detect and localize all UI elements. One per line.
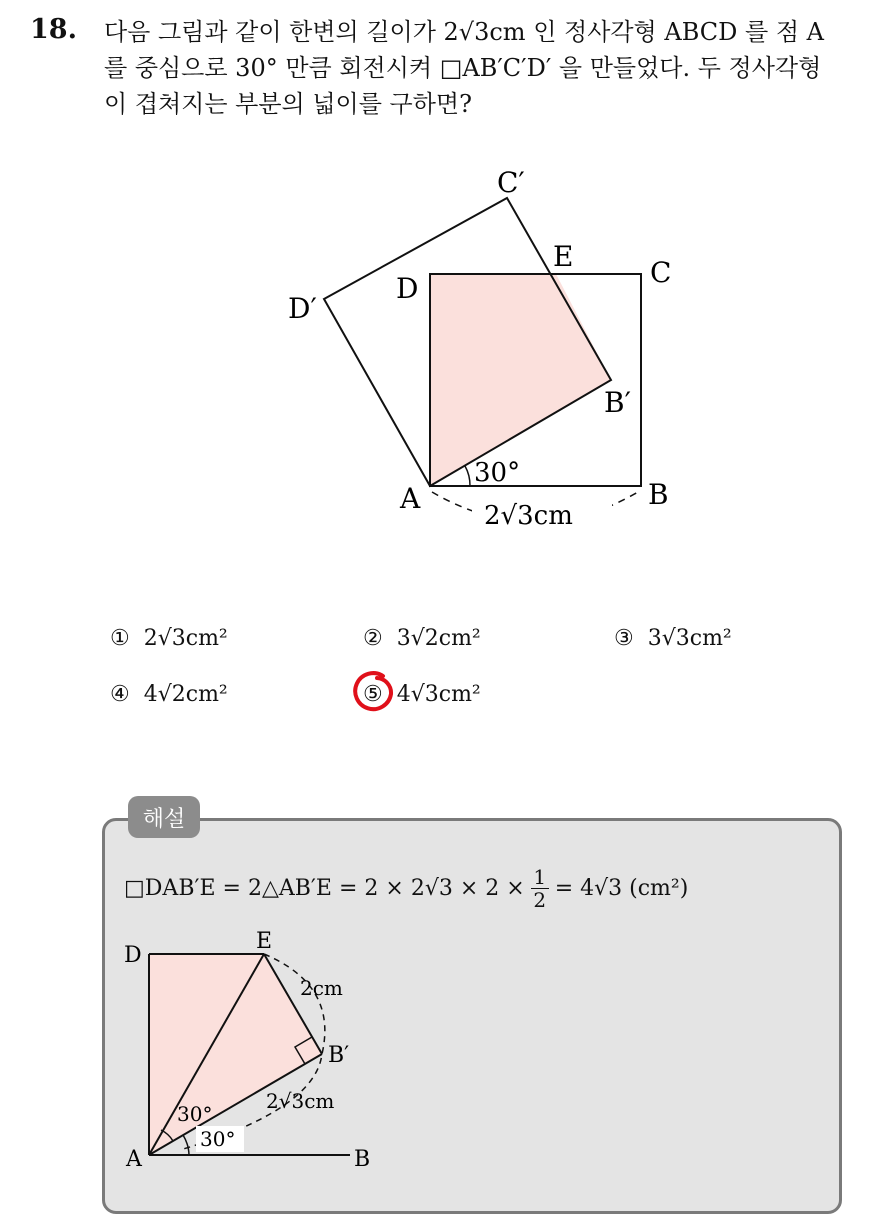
choice-number: ④ [110, 682, 130, 707]
label-b: B [648, 478, 669, 511]
choice-2[interactable] [363, 626, 481, 651]
choice-4[interactable] [110, 682, 228, 707]
sol-eb-length: 2cm [300, 976, 343, 1000]
angle-label: 30° [474, 458, 521, 488]
label-c-prime: C′ [497, 166, 525, 199]
choice-text: 4√3cm² [396, 682, 481, 707]
label-e: E [553, 240, 574, 273]
label-d-prime: D′ [288, 292, 317, 325]
sol-label-a: A [126, 1147, 142, 1172]
choice-3[interactable] [614, 626, 732, 651]
fraction [531, 866, 549, 911]
choice-text: 4√2cm² [143, 682, 228, 707]
sol-label-e: E [256, 929, 273, 954]
label-a: A [400, 482, 421, 515]
rotated-squares-figure [0, 0, 884, 560]
sol-angle-upper: 30° [177, 1102, 213, 1126]
side-length-label: 2√3cm [484, 501, 573, 531]
question-line: 를 중심으로 30° 만큼 회전시켜 □AB′C′D′ 을 만들었다. 두 정사각형 [104, 54, 822, 82]
sol-label-b-prime: B′ [328, 1043, 350, 1068]
answer-circle-mark [353, 670, 397, 714]
choice-text: 2√3cm² [143, 626, 228, 651]
sol-ab-length: 2√3cm [266, 1089, 335, 1113]
formula-left: □DAB′E = 2△AB′E = 2 × 2√3 × 2 × [124, 876, 525, 901]
solution-figure [0, 920, 884, 1200]
solution-shaded-region [149, 954, 322, 1155]
angle-arc [465, 466, 470, 486]
solution-tab: 해설 [128, 796, 200, 838]
sol-label-b: B [354, 1147, 371, 1172]
label-d: D [396, 272, 419, 305]
choice-number: ② [363, 626, 383, 651]
choice-number: ⑤ [363, 682, 383, 707]
label-b-prime: B′ [604, 386, 631, 419]
question-number: 18. [30, 14, 77, 45]
question-line: 다음 그림과 같이 한변의 길이가 2√3cm 인 정사각형 ABCD 를 점 A [104, 18, 824, 46]
choice-number: ① [110, 626, 130, 651]
question-line: 이 겹쳐지는 부분의 넓이를 구하면? [104, 90, 472, 118]
choice-text: 3√2cm² [396, 626, 481, 651]
fraction-denominator: 2 [533, 888, 547, 912]
choice-number: ③ [614, 626, 634, 651]
angle-arc-lower [183, 1135, 189, 1155]
choice-1[interactable] [110, 626, 228, 651]
choice-text: 3√3cm² [647, 626, 732, 651]
fraction-numerator: 1 [533, 865, 547, 889]
sol-label-d: D [124, 943, 142, 968]
sol-angle-lower: 30° [200, 1127, 236, 1151]
solution-formula [124, 866, 688, 911]
overlap-region [430, 274, 611, 486]
label-c: C [650, 256, 672, 289]
formula-right: = 4√3 (cm²) [554, 876, 689, 901]
